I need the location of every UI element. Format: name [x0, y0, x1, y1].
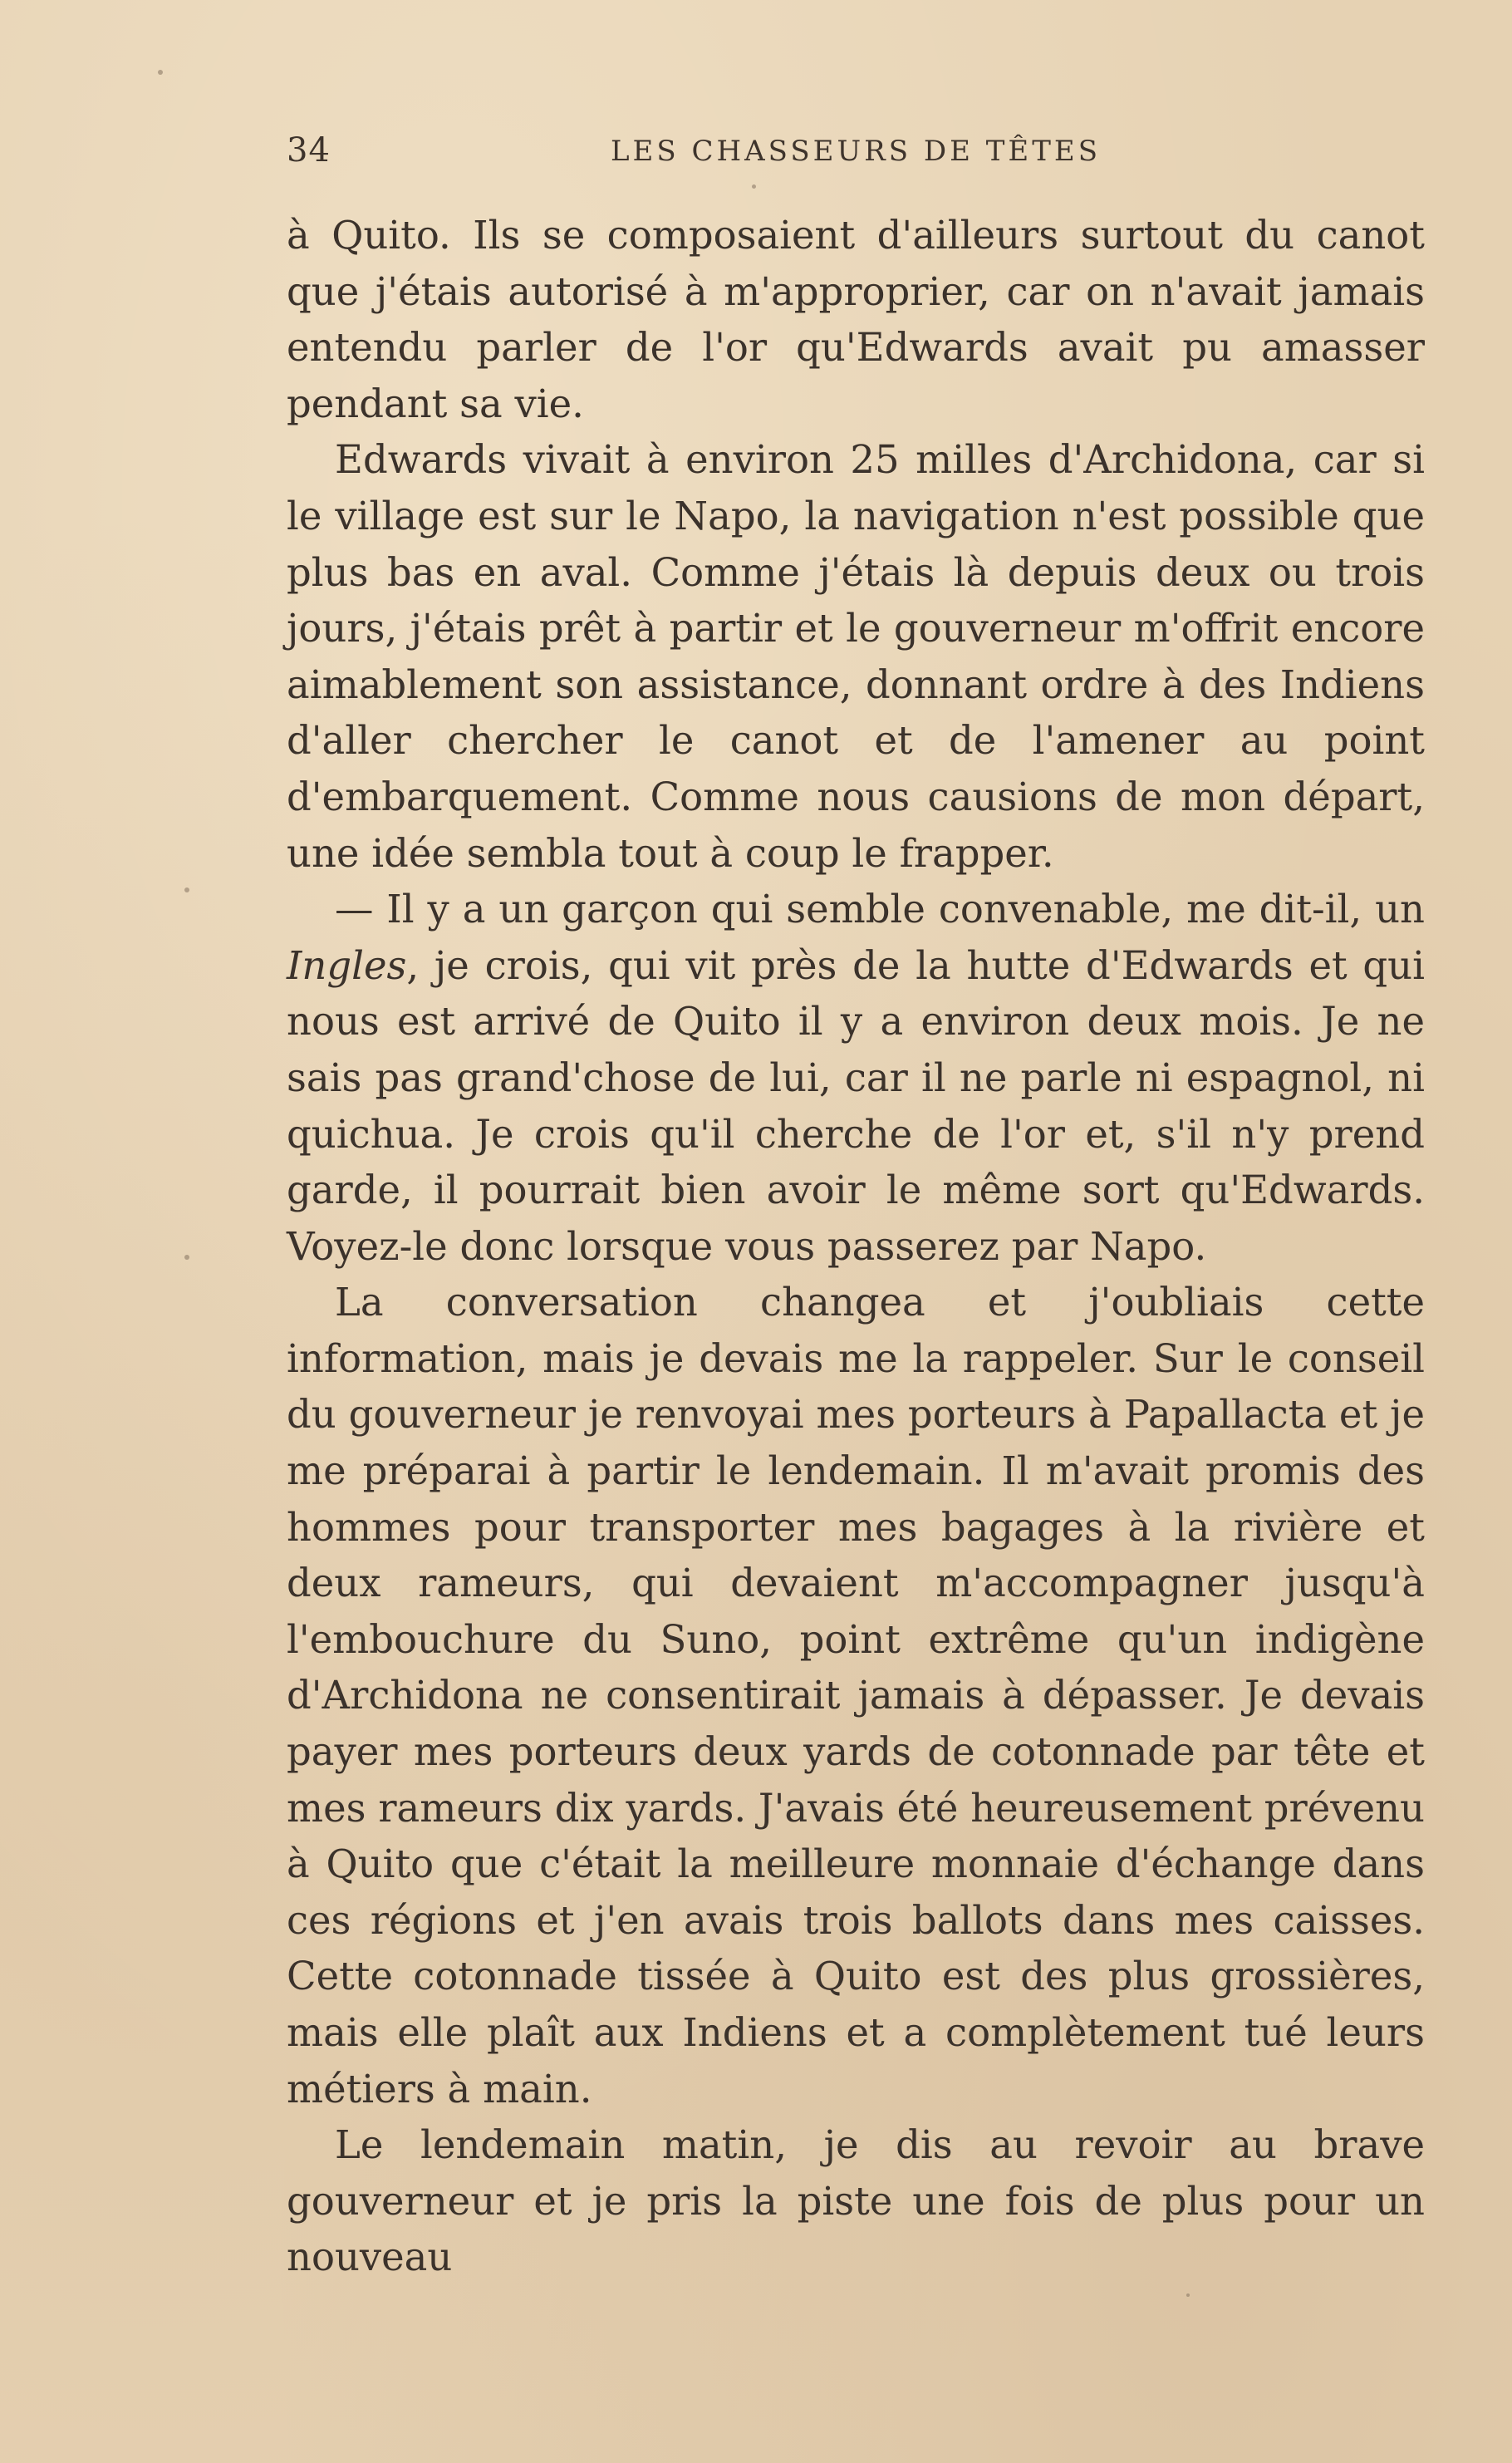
paper-speck [752, 184, 756, 189]
paragraph-3 [287, 882, 1425, 1275]
running-head [287, 131, 1425, 181]
paragraph-4: La conversation changea et j'oubliais cette information, mais je devais me la rappeler. Sur le conseil du gouverneur je renvoyai mes porteurs à Papallacta et je me préparai à partir le lendemain. Il m'avait promis des hommes pour transporter mes bagages à la rivière et deux rameurs, qui devaient m'accompagner jusqu'à l'embouchure du Suno, point extrême qu'un indigène d'Archidona ne consentirait jamais à dépasser. Je devais payer mes porteurs deux yards de cotonnade par tête et mes rameurs dix yards. J'avais été heureusement prévenu à Quito que c'était la meilleure monnaie d'échange dans ces régions et j'en avais trois ballots dans mes caisses. Cette cotonnade tissée à Quito est des plus grossières, mais elle plaît aux Indiens et a complètement tué leurs métiers à main. [287, 1280, 1425, 2111]
paper-speck [184, 1255, 189, 1260]
paper-speck [158, 70, 163, 75]
paragraph-1: à Quito. Ils se composaient d'ailleurs surtout du canot que j'étais autorisé à m'approprier, car on n'avait jamais entendu parler de l'or qu'Edwards avait pu amasser pendant sa vie. [287, 213, 1425, 426]
page-number: 34 [287, 131, 331, 170]
running-title: LES CHASSEURS DE TÊTES [610, 135, 1102, 168]
paragraph-2: Edwards vivait à environ 25 milles d'Archidona, car si le village est sur le Napo, la navigation n'est possible que plus bas en aval. Comme j'étais là depuis deux ou trois jours, j'étais prêt à partir et le gouverneur m'offrit encore aimablement son assistance, donnant ordre à des Indiens d'aller chercher le canot et de l'amener au point d'embarquement. Comme nous causions de mon départ, une idée sembla tout à coup le frapper. [287, 437, 1425, 876]
italic-word-ingles: Ingles [287, 942, 407, 988]
paper-speck [184, 887, 189, 892]
paragraph-3-start: — Il y a un garçon qui semble convenable, me dit-il, un [335, 887, 1425, 932]
paper-speck [1186, 2293, 1190, 2297]
body-text [287, 208, 1425, 2286]
paragraph-3-end: , je crois, qui vit près de la hutte d'Edwards et qui nous est arrivé de Quito il y a environ deux mois. Je ne sais pas grand'chose de lui, car il ne parle ni espagnol, ni quichua. Je crois qu'il cherche de l'or et, s'il n'y prend garde, il pourrait bien avoir le même sort qu'Edwards. Voyez-le donc lorsque vous passerez par Napo. [287, 942, 1425, 1269]
paragraph-5: Le lendemain matin, je dis au revoir au brave gouverneur et je pris la piste une fois de plus pour un nouveau [287, 2122, 1425, 2280]
